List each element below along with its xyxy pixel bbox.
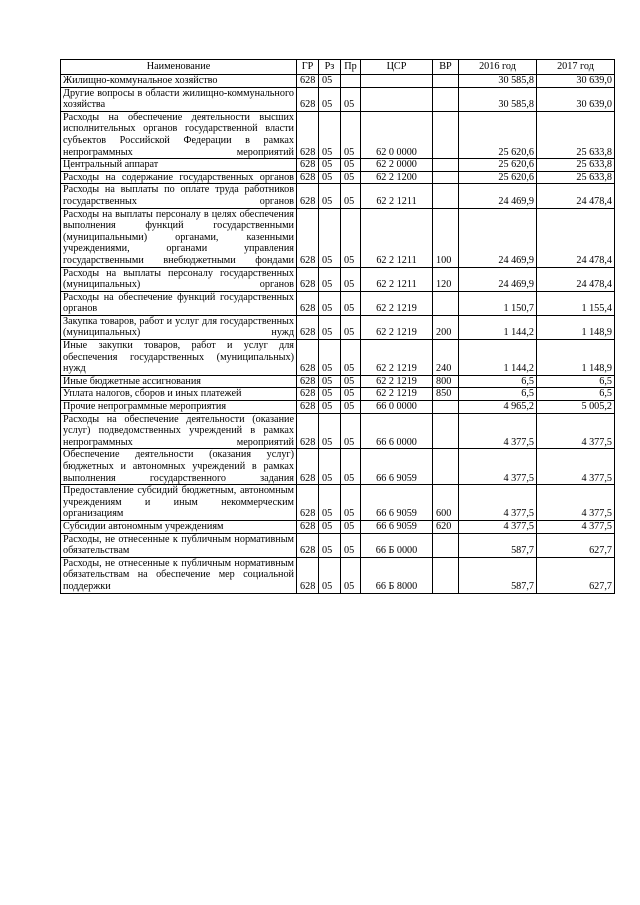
cell-name: Другие вопросы в области жилищно-коммунального хозяйства	[61, 87, 297, 111]
cell-2016: 24 469,9	[459, 184, 537, 208]
table-row	[61, 291, 615, 315]
cell-vr	[433, 75, 459, 88]
cell-name: Расходы на выплаты персоналу в целях обеспечения выполнения функций государственными (муниципальными) органами, казенными учреждениями, органами управления государственными внебюджетными фондами	[61, 208, 297, 267]
table-row	[61, 533, 615, 557]
cell-pr: 05	[341, 485, 361, 521]
cell-2017: 24 478,4	[537, 267, 615, 291]
cell-gr: 628	[297, 291, 319, 315]
cell-2016: 25 620,6	[459, 111, 537, 158]
cell-pr: 05	[341, 87, 361, 111]
header-pr: Пр	[341, 60, 361, 75]
cell-rz: 05	[319, 449, 341, 485]
cell-pr: 05	[341, 208, 361, 267]
cell-vr	[433, 171, 459, 184]
cell-rz: 05	[319, 208, 341, 267]
cell-vr: 120	[433, 267, 459, 291]
table-row	[61, 485, 615, 521]
cell-2017: 4 377,5	[537, 449, 615, 485]
cell-2016: 1 150,7	[459, 291, 537, 315]
cell-2016: 587,7	[459, 533, 537, 557]
table-header-row	[61, 60, 615, 75]
cell-2016: 4 965,2	[459, 401, 537, 414]
table-row	[61, 171, 615, 184]
cell-2016: 1 144,2	[459, 340, 537, 376]
cell-csr: 66 6 9059	[361, 520, 433, 533]
table-row	[61, 388, 615, 401]
header-gr: ГР	[297, 60, 319, 75]
cell-pr: 05	[341, 340, 361, 376]
cell-csr: 62 2 1219	[361, 375, 433, 388]
cell-name: Расходы на выплаты по оплате труда работников государственных органов	[61, 184, 297, 208]
cell-rz: 05	[319, 267, 341, 291]
cell-2017: 4 377,5	[537, 485, 615, 521]
cell-pr: 05	[341, 520, 361, 533]
cell-pr: 05	[341, 171, 361, 184]
cell-2017: 6,5	[537, 375, 615, 388]
table-row	[61, 75, 615, 88]
cell-rz: 05	[319, 111, 341, 158]
cell-rz: 05	[319, 520, 341, 533]
cell-name: Расходы на обеспечение функций государственных органов	[61, 291, 297, 315]
header-2017: 2017 год	[537, 60, 615, 75]
cell-gr: 628	[297, 401, 319, 414]
cell-vr	[433, 87, 459, 111]
cell-name: Расходы на содержание государственных органов	[61, 171, 297, 184]
cell-2016: 4 377,5	[459, 449, 537, 485]
cell-name: Центральный аппарат	[61, 159, 297, 172]
cell-vr	[433, 159, 459, 172]
cell-2017: 1 148,9	[537, 315, 615, 339]
cell-vr: 850	[433, 388, 459, 401]
table-row	[61, 159, 615, 172]
cell-gr: 628	[297, 171, 319, 184]
cell-rz: 05	[319, 557, 341, 593]
cell-pr: 05	[341, 111, 361, 158]
cell-csr: 62 2 1219	[361, 388, 433, 401]
cell-2016: 24 469,9	[459, 267, 537, 291]
cell-name: Расходы, не отнесенные к публичным нормативным обязательствам на обеспечение мер социальной поддержки	[61, 557, 297, 593]
cell-gr: 628	[297, 111, 319, 158]
cell-csr: 66 Б 0000	[361, 533, 433, 557]
table-row	[61, 401, 615, 414]
header-rz: Рз	[319, 60, 341, 75]
table-row	[61, 184, 615, 208]
cell-name: Жилищно-коммунальное хозяйство	[61, 75, 297, 88]
table-row	[61, 208, 615, 267]
cell-gr: 628	[297, 375, 319, 388]
cell-csr: 62 2 1219	[361, 315, 433, 339]
cell-csr: 66 6 9059	[361, 449, 433, 485]
cell-gr: 628	[297, 208, 319, 267]
cell-vr	[433, 449, 459, 485]
table-row	[61, 87, 615, 111]
cell-2016: 30 585,8	[459, 75, 537, 88]
cell-2016: 4 377,5	[459, 520, 537, 533]
cell-2017: 627,7	[537, 557, 615, 593]
cell-rz: 05	[319, 533, 341, 557]
cell-rz: 05	[319, 413, 341, 449]
cell-2017: 25 633,8	[537, 111, 615, 158]
cell-gr: 628	[297, 267, 319, 291]
cell-rz: 05	[319, 375, 341, 388]
cell-pr: 05	[341, 449, 361, 485]
cell-gr: 628	[297, 315, 319, 339]
cell-csr: 66 6 0000	[361, 413, 433, 449]
cell-name: Расходы на обеспечение деятельности высших исполнительных органов государственной власти субъектов Российской Федерации в рамках непрограммных мероприятий	[61, 111, 297, 158]
cell-vr: 600	[433, 485, 459, 521]
cell-rz: 05	[319, 388, 341, 401]
cell-pr: 05	[341, 413, 361, 449]
table-row	[61, 413, 615, 449]
cell-csr: 62 2 1211	[361, 208, 433, 267]
header-vr: ВР	[433, 60, 459, 75]
cell-name: Обеспечение деятельности (оказания услуг) бюджетных и автономных учреждений в рамках выполнения государственного задания	[61, 449, 297, 485]
cell-rz: 05	[319, 184, 341, 208]
cell-2016: 25 620,6	[459, 171, 537, 184]
cell-name: Прочие непрограммные мероприятия	[61, 401, 297, 414]
cell-2017: 24 478,4	[537, 208, 615, 267]
table-row	[61, 557, 615, 593]
header-name: Наименование	[61, 60, 297, 75]
cell-2016: 587,7	[459, 557, 537, 593]
cell-pr: 05	[341, 533, 361, 557]
table-row	[61, 520, 615, 533]
cell-vr	[433, 557, 459, 593]
cell-2016: 4 377,5	[459, 413, 537, 449]
cell-vr: 620	[433, 520, 459, 533]
cell-rz: 05	[319, 75, 341, 88]
cell-vr	[433, 401, 459, 414]
cell-gr: 628	[297, 184, 319, 208]
cell-vr: 200	[433, 315, 459, 339]
cell-csr: 62 0 0000	[361, 111, 433, 158]
cell-pr: 05	[341, 159, 361, 172]
cell-name: Уплата налогов, сборов и иных платежей	[61, 388, 297, 401]
cell-name: Субсидии автономным учреждениям	[61, 520, 297, 533]
cell-rz: 05	[319, 485, 341, 521]
cell-2016: 24 469,9	[459, 208, 537, 267]
cell-pr: 05	[341, 375, 361, 388]
cell-rz: 05	[319, 87, 341, 111]
cell-pr: 05	[341, 315, 361, 339]
cell-csr: 62 2 1200	[361, 171, 433, 184]
table-row	[61, 267, 615, 291]
cell-csr: 62 2 1211	[361, 267, 433, 291]
cell-2016: 1 144,2	[459, 315, 537, 339]
cell-rz: 05	[319, 340, 341, 376]
table-body	[61, 75, 615, 594]
cell-2017: 24 478,4	[537, 184, 615, 208]
cell-2017: 4 377,5	[537, 413, 615, 449]
cell-gr: 628	[297, 449, 319, 485]
budget-table	[60, 59, 615, 594]
cell-2016: 4 377,5	[459, 485, 537, 521]
cell-2016: 6,5	[459, 388, 537, 401]
cell-gr: 628	[297, 520, 319, 533]
cell-vr: 100	[433, 208, 459, 267]
cell-gr: 628	[297, 413, 319, 449]
cell-2017: 5 005,2	[537, 401, 615, 414]
cell-gr: 628	[297, 159, 319, 172]
cell-csr: 66 Б 8000	[361, 557, 433, 593]
cell-rz: 05	[319, 159, 341, 172]
cell-vr	[433, 533, 459, 557]
cell-rz: 05	[319, 291, 341, 315]
cell-2017: 6,5	[537, 388, 615, 401]
cell-name: Расходы, не отнесенные к публичным нормативным обязательствам	[61, 533, 297, 557]
table-row	[61, 375, 615, 388]
cell-name: Предоставление субсидий бюджетным, автономным учреждениям и иным некоммерческим организациям	[61, 485, 297, 521]
cell-csr: 62 2 1211	[361, 184, 433, 208]
cell-2016: 30 585,8	[459, 87, 537, 111]
cell-csr: 62 2 1219	[361, 291, 433, 315]
cell-pr: 05	[341, 291, 361, 315]
cell-2017: 25 633,8	[537, 171, 615, 184]
header-2016: 2016 год	[459, 60, 537, 75]
cell-2017: 1 155,4	[537, 291, 615, 315]
cell-2017: 627,7	[537, 533, 615, 557]
cell-rz: 05	[319, 401, 341, 414]
cell-2016: 6,5	[459, 375, 537, 388]
cell-vr	[433, 184, 459, 208]
cell-pr: 05	[341, 267, 361, 291]
cell-pr: 05	[341, 388, 361, 401]
cell-name: Расходы на обеспечение деятельности (оказание услуг) подведомственных учреждений в рамках непрограммных мероприятий	[61, 413, 297, 449]
cell-name: Иные бюджетные ассигнования	[61, 375, 297, 388]
cell-name: Расходы на выплаты персоналу государственных (муниципальных) органов	[61, 267, 297, 291]
cell-gr: 628	[297, 87, 319, 111]
cell-vr	[433, 291, 459, 315]
table-row	[61, 315, 615, 339]
cell-pr	[341, 75, 361, 88]
cell-csr: 66 6 9059	[361, 485, 433, 521]
table-row	[61, 449, 615, 485]
cell-csr: 62 2 0000	[361, 159, 433, 172]
cell-gr: 628	[297, 75, 319, 88]
cell-2017: 1 148,9	[537, 340, 615, 376]
cell-csr	[361, 75, 433, 88]
cell-pr: 05	[341, 557, 361, 593]
cell-gr: 628	[297, 557, 319, 593]
cell-pr: 05	[341, 184, 361, 208]
header-csr: ЦСР	[361, 60, 433, 75]
cell-gr: 628	[297, 533, 319, 557]
cell-gr: 628	[297, 485, 319, 521]
table-row	[61, 111, 615, 158]
cell-gr: 628	[297, 340, 319, 376]
cell-gr: 628	[297, 388, 319, 401]
cell-2017: 4 377,5	[537, 520, 615, 533]
cell-vr: 240	[433, 340, 459, 376]
cell-csr: 62 2 1219	[361, 340, 433, 376]
cell-csr: 66 0 0000	[361, 401, 433, 414]
cell-2017: 25 633,8	[537, 159, 615, 172]
cell-csr	[361, 87, 433, 111]
cell-2016: 25 620,6	[459, 159, 537, 172]
cell-name: Закупка товаров, работ и услуг для государственных (муниципальных) нужд	[61, 315, 297, 339]
table-row	[61, 340, 615, 376]
cell-vr: 800	[433, 375, 459, 388]
cell-name: Иные закупки товаров, работ и услуг для обеспечения государственных (муниципальных) нужд	[61, 340, 297, 376]
cell-pr: 05	[341, 401, 361, 414]
cell-vr	[433, 111, 459, 158]
cell-2017: 30 639,0	[537, 75, 615, 88]
cell-rz: 05	[319, 315, 341, 339]
cell-2017: 30 639,0	[537, 87, 615, 111]
cell-rz: 05	[319, 171, 341, 184]
cell-vr	[433, 413, 459, 449]
